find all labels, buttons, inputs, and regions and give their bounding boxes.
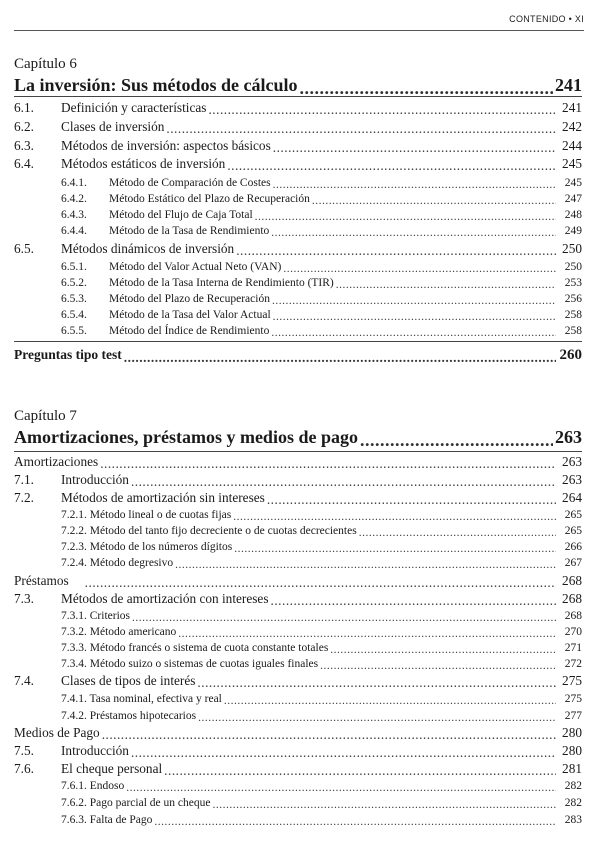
entry-number: 6.5.1. [61,261,87,273]
section-rule [14,341,582,342]
leader-dots [273,179,556,191]
entry-title: 7.2.1. Método lineal o de cuotas fijas [61,509,232,521]
toc-subentry [61,691,582,707]
entry-page: 281 [562,761,582,776]
entry-title: Métodos de inversión: aspectos básicos [61,138,271,153]
leader-dots [227,160,556,172]
entry-title: Métodos de amortización sin intereses [61,490,265,505]
toc-entry [14,119,582,135]
toc-subentry [61,608,582,624]
leader-dots [236,245,556,257]
entry-page: 270 [564,626,582,638]
toc-subentry [61,307,582,323]
entry-page: 250 [564,261,582,273]
entry-number: 6.2. [14,119,34,134]
entry-page: 263 [562,472,582,487]
entry-number: 6.5.4. [61,309,87,321]
entry-title: Amortizaciones [14,454,99,469]
entry-title: Método de Comparación de Costes [109,177,271,189]
entry-page: 267 [564,557,582,569]
entry-number: 6.1. [14,100,34,115]
toc-entry [14,100,582,116]
entry-number: 6.3. [14,138,34,153]
leader-dots [271,595,556,607]
test-questions-title: Preguntas tipo test [14,347,122,362]
leader-dots [100,458,556,470]
leader-dots [271,227,556,239]
entry-title: 7.2.3. Método de los números dígitos [61,541,233,553]
leader-dots [124,352,556,364]
entry-page: 266 [564,541,582,553]
leader-dots [273,142,556,154]
entry-number: 7.1. [14,472,34,487]
entry-title: Método del Plazo de Recuperación [109,293,270,305]
toc-subentry [61,708,582,724]
entry-number: 6.4.2. [61,193,87,205]
entry-page: 282 [564,797,582,809]
entry-title: Introducción [61,472,129,487]
entry-page: 275 [562,673,582,688]
entry-number: 7.6. [14,761,34,776]
leader-dots [175,559,556,571]
entry-number: 6.5. [14,241,34,256]
entry-page: 242 [562,119,582,134]
entry-page: 272 [564,658,582,670]
entry-page: 244 [562,138,582,153]
entry-title: Método del Valor Actual Neto (VAN) [109,261,282,273]
entry-title: Métodos estáticos de inversión [61,156,226,171]
entry-page: 245 [562,156,582,171]
entry-page: 283 [564,814,582,826]
chapter-6-rule [14,96,582,97]
toc-entry [14,241,582,257]
entry-page: 253 [564,277,582,289]
toc-entry [14,138,582,154]
test-questions-page: 260 [559,347,582,363]
leader-dots [272,295,556,307]
toc-entry [14,743,582,759]
entry-page: 256 [564,293,582,305]
leader-dots [154,816,556,828]
toc-subentry [61,555,582,571]
entry-page: 247 [564,193,582,205]
entry-title: Método del Índice de Rendimiento [109,325,270,337]
leader-dots [198,712,556,724]
entry-title: 7.6.1. Endoso [61,780,125,792]
entry-page: 268 [562,591,582,606]
entry-title: Introducción [61,743,129,758]
entry-page: 258 [564,309,582,321]
entry-page: 258 [564,325,582,337]
leader-dots [126,782,556,794]
entry-title: El cheque personal [61,761,163,776]
entry-number: 6.4.3. [61,209,87,221]
entry-page: 275 [564,693,582,705]
entry-title: Definición y características [61,100,207,115]
leader-dots [131,747,556,759]
toc-entry [14,761,582,777]
entry-page: 282 [564,780,582,792]
entry-title: Método de la Tasa Interna de Rendimiento (TIR) [109,277,334,289]
entry-title: 7.6.2. Pago parcial de un cheque [61,797,211,809]
entry-page: 265 [564,525,582,537]
leader-dots [132,612,556,624]
toc-subentry [61,223,582,239]
entry-page: 268 [562,573,582,588]
leader-dots [255,211,556,223]
toc-part-heading [14,573,582,589]
entry-number: 6.4. [14,156,34,171]
entry-page: 263 [562,454,582,469]
entry-page: 280 [562,725,582,740]
entry-page: 249 [564,225,582,237]
toc-subentry [61,523,582,539]
toc-entry [14,472,582,488]
entry-number: 7.4. [14,673,34,688]
chapter-6-page: 241 [555,75,582,95]
entry-title: 7.6.3. Falta de Pago [61,814,153,826]
entry-title: 7.3.3. Método francés o sistema de cuota constante totales [61,642,329,654]
entry-page: 268 [564,610,582,622]
entry-title: 7.3.2. Método americano [61,626,177,638]
toc-subentry [61,624,582,640]
leader-dots [197,677,556,689]
leader-dots [178,628,556,640]
leader-dots [359,527,556,539]
entry-title: Método de la Tasa de Rendimiento [109,225,270,237]
entry-title: Préstamos [14,573,69,588]
toc-entry [14,591,582,607]
entry-number: 7.2. [14,490,34,505]
entry-page: 248 [564,209,582,221]
entry-title: Método del Flujo de Caja Total [109,209,253,221]
leader-dots [336,279,556,291]
chapter-7-title-row [14,426,582,448]
toc-part-heading [14,725,582,741]
header-text: CONTENIDO • XI [509,14,584,24]
entry-page: 280 [562,743,582,758]
leader-dots [208,104,556,116]
toc-subentry [61,656,582,672]
entry-title: Método Estático del Plazo de Recuperación [109,193,310,205]
leader-dots [300,80,553,96]
toc-subentry [61,812,582,828]
toc-subentry [61,323,582,339]
leader-dots [85,577,556,589]
chapter-6-label: Capítulo 6 [14,56,77,72]
leader-dots [273,311,556,323]
entry-number: 7.5. [14,743,34,758]
leader-dots [131,476,556,488]
chapter-7-label: Capítulo 7 [14,408,77,424]
entry-title: Medios de Pago [14,725,100,740]
entry-title: Clases de tipos de interés [61,673,196,688]
chapter-7-title: Amortizaciones, préstamos y medios de pago [14,427,358,447]
leader-dots [330,644,556,656]
toc-subentry [61,539,582,555]
entry-number: 6.4.4. [61,225,87,237]
entry-title: 7.4.2. Préstamos hipotecarios [61,710,197,722]
entry-title: Métodos dinámicos de inversión [61,241,235,256]
leader-dots [224,695,556,707]
entry-page: 250 [562,241,582,256]
toc-subentry [61,778,582,794]
entry-number: 6.5.2. [61,277,87,289]
entry-number: 6.4.1. [61,177,87,189]
entry-number: 6.5.3. [61,293,87,305]
leader-dots [283,263,556,275]
entry-title: 7.4.1. Tasa nominal, efectiva y real [61,693,222,705]
chapter-7-page: 263 [555,427,582,447]
toc-subentry [61,275,582,291]
leader-dots [312,195,556,207]
entry-title: Clases de inversión [61,119,165,134]
chapter-7-rule [14,451,582,452]
leader-dots [164,765,556,777]
leader-dots [102,729,556,741]
chapter-6-title-row [14,74,582,96]
entry-title: Método de la Tasa del Valor Actual [109,309,271,321]
entry-title: 7.3.1. Criterios [61,610,130,622]
entry-number: 6.5.5. [61,325,87,337]
toc-subentry [61,191,582,207]
leader-dots [212,799,556,811]
entry-page: 271 [564,642,582,654]
toc-subentry [61,207,582,223]
entry-page: 264 [562,490,582,505]
entry-title: Métodos de amortización con intereses [61,591,269,606]
toc-part-heading [14,454,582,470]
toc-subentry [61,259,582,275]
entry-title: 7.2.4. Método degresivo [61,557,174,569]
leader-dots [360,432,553,448]
chapter-6-title: La inversión: Sus métodos de cálculo [14,75,298,95]
leader-dots [166,123,556,135]
toc-subentry [61,640,582,656]
entry-page: 241 [562,100,582,115]
leader-dots [320,660,556,672]
leader-dots [233,511,556,523]
toc-subentry [61,291,582,307]
entry-page: 277 [564,710,582,722]
toc-entry [14,673,582,689]
entry-title: 7.3.4. Método suizo o sistemas de cuotas iguales finales [61,658,319,670]
entry-number: 7.3. [14,591,34,606]
toc-subentry [61,175,582,191]
entry-title: 7.2.2. Método del tanto fijo decreciente o de cuotas decrecientes [61,525,357,537]
leader-dots [234,543,556,555]
test-questions-row [14,346,582,364]
entry-page: 245 [564,177,582,189]
toc-entry [14,156,582,172]
running-header [14,8,584,31]
toc-subentry [61,507,582,523]
toc-subentry [61,795,582,811]
toc-entry [14,490,582,506]
leader-dots [267,494,556,506]
leader-dots [271,327,556,339]
entry-page: 265 [564,509,582,521]
